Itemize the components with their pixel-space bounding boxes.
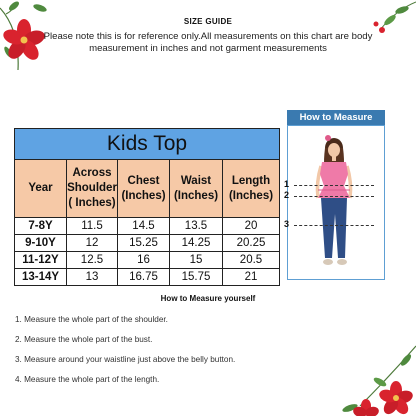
- table-title: Kids Top: [15, 129, 280, 160]
- col-header-shoulder: Across Shoulder ( Inches): [67, 160, 118, 218]
- col-header-year: Year: [15, 160, 67, 218]
- col-header-length: Length (Inches): [223, 160, 280, 218]
- cell-year: 7-8Y: [15, 218, 67, 235]
- cell-length: 20.25: [223, 235, 280, 252]
- cell-shoulder: 12.5: [67, 252, 118, 269]
- table-row: [15, 235, 280, 252]
- table-row: [15, 252, 280, 269]
- instruction-list: [15, 314, 235, 394]
- cell-chest: 15.25: [118, 235, 170, 252]
- cell-shoulder: 12: [67, 235, 118, 252]
- cell-waist: 14.25: [170, 235, 223, 252]
- cell-length: 20.5: [223, 252, 280, 269]
- marker-shoulder: 1: [284, 179, 290, 189]
- cell-year: 11-12Y: [15, 252, 67, 269]
- how-to-measure-yourself-title: How to Measure yourself: [160, 294, 256, 303]
- reference-note: Please note this is for reference only.All measurements on this chart are body measurement in inches and not garment measurements: [43, 31, 373, 54]
- how-to-measure-tab: How to Measure: [287, 110, 385, 125]
- cell-waist: 13.5: [170, 218, 223, 235]
- cell-length: 20: [223, 218, 280, 235]
- cell-chest: 16.75: [118, 269, 170, 286]
- cell-year: 13-14Y: [15, 269, 67, 286]
- marker-chest: 2: [284, 190, 290, 200]
- how-to-measure-panel: [284, 110, 385, 280]
- col-header-chest: Chest (Inches): [118, 160, 170, 218]
- cell-chest: 16: [118, 252, 170, 269]
- size-chart-table: [14, 128, 280, 286]
- cell-length: 21: [223, 269, 280, 286]
- red-flower-bouquet-decoration-icon: [320, 326, 416, 416]
- col-header-waist: Waist (Inches): [170, 160, 223, 218]
- list-item: 3. Measure around your waistline just above the belly button.: [15, 355, 236, 364]
- chest-guide-line: [294, 196, 374, 197]
- cell-waist: 15.75: [170, 269, 223, 286]
- list-item: 1. Measure the whole part of the shoulder.: [15, 315, 168, 324]
- cell-year: 9-10Y: [15, 235, 67, 252]
- measure-illustration-frame: [284, 125, 385, 280]
- cell-waist: 15: [170, 252, 223, 269]
- table-row: [15, 269, 280, 286]
- cell-shoulder: 11.5: [67, 218, 118, 235]
- list-item: 4. Measure the whole part of the length.: [15, 375, 160, 384]
- table-row: [15, 218, 280, 235]
- waist-guide-line: [294, 225, 374, 226]
- girl-model-illustration: [288, 126, 383, 278]
- size-guide-title: SIZE GUIDE: [183, 17, 233, 26]
- cell-shoulder: 13: [67, 269, 118, 286]
- list-item: 2. Measure the whole part of the bust.: [15, 335, 153, 344]
- cell-chest: 14.5: [118, 218, 170, 235]
- marker-waist: 3: [284, 219, 290, 229]
- shoulder-guide-line: [294, 185, 374, 186]
